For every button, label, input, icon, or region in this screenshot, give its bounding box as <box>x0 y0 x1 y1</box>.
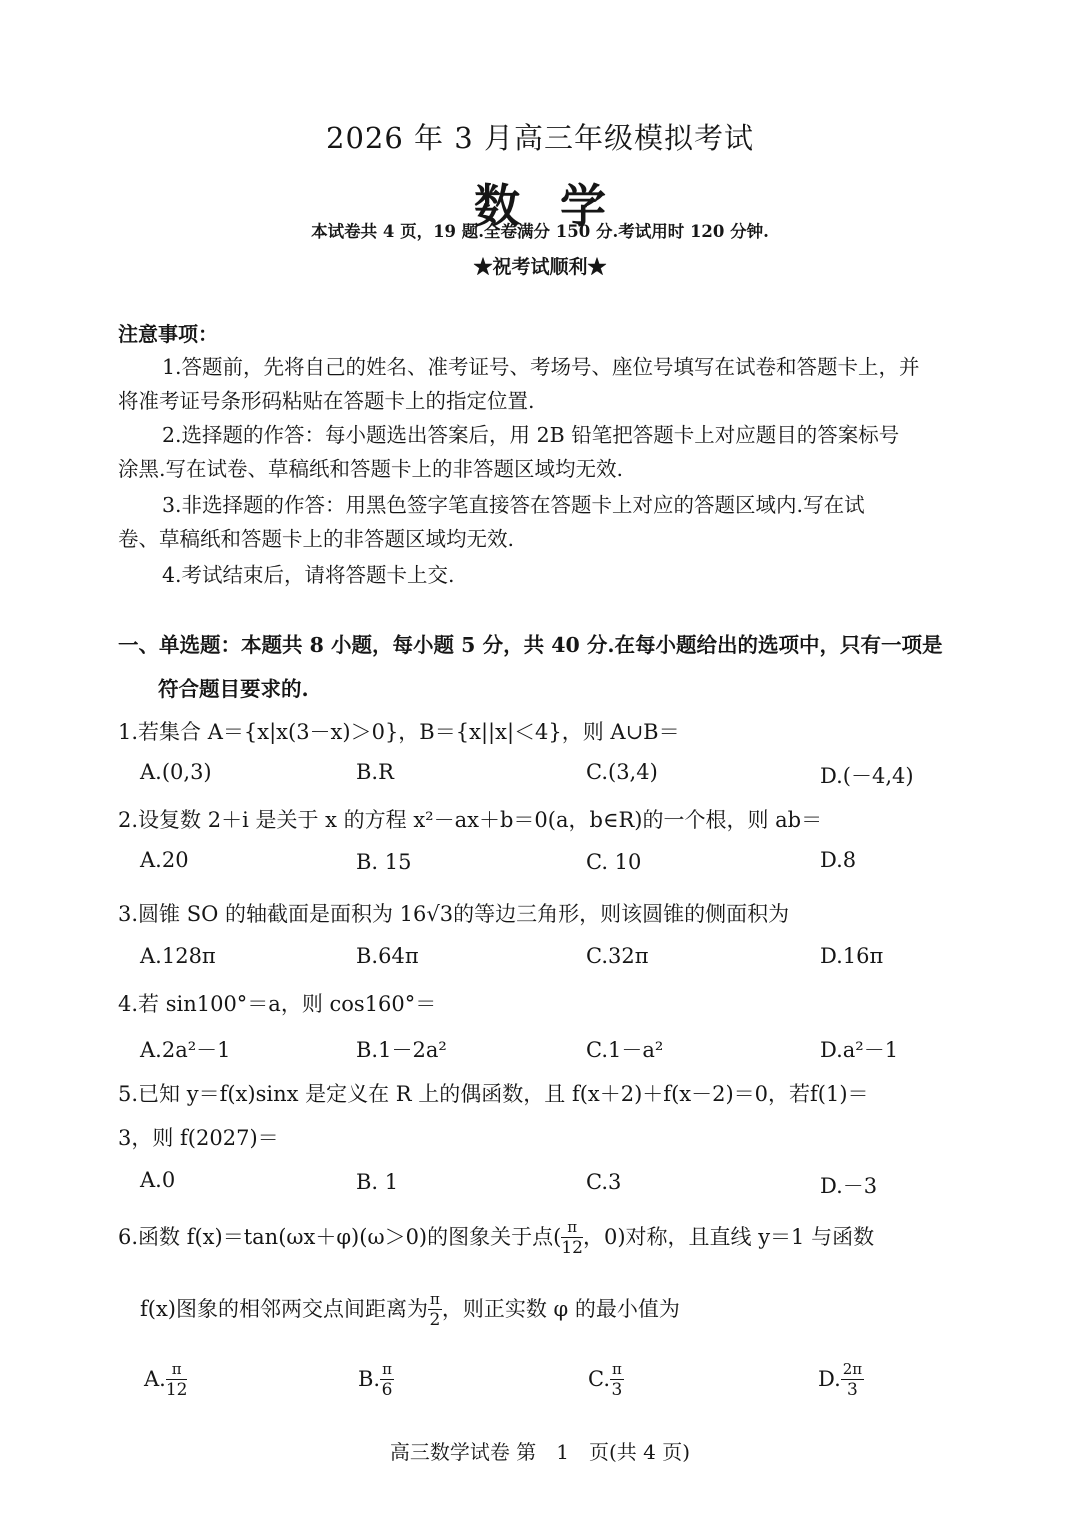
good-luck-banner: ★祝考试顺利★ <box>473 256 607 278</box>
notice-line: 4.考试结束后，请将答题卡上交. <box>162 563 455 587</box>
notice-line: 涂黑.写在试卷、草稿纸和答题卡上的非答题区域均无效. <box>118 457 624 481</box>
question-6-stem-text: f(x)图象的相邻两交点间距离为 <box>140 1297 429 1321</box>
question-6-option-a <box>144 1362 187 1399</box>
notice-line: 将准考证号条形码粘贴在答题卡上的指定位置. <box>118 389 535 413</box>
option-prefix: C. <box>588 1367 610 1391</box>
question-2-option-a: A.20 <box>140 848 189 872</box>
question-4-option-d: D.a²－1 <box>820 1038 899 1062</box>
fraction-denominator: 3 <box>847 1380 858 1400</box>
fraction-numerator: π <box>612 1360 622 1378</box>
question-5-option-a: A.0 <box>140 1168 176 1192</box>
question-6-option-d <box>818 1362 864 1399</box>
fraction-numerator: 2π <box>842 1360 863 1378</box>
question-4-option-c: C.1－a² <box>586 1038 664 1062</box>
question-3-option-b: B.64π <box>356 944 419 968</box>
notice-line: 3.非选择题的作答：用黑色签字笔直接答在答题卡上对应的答题区域内.写在试 <box>162 493 865 517</box>
notice-line: 1.答题前，先将自己的姓名、准考证号、考场号、座位号填写在试卷和答题卡上，并 <box>162 355 920 379</box>
fraction <box>380 1362 394 1399</box>
notice-line: 2.选择题的作答：每小题选出答案后，用 2B 铅笔把答题卡上对应题目的答案标号 <box>162 423 900 447</box>
fraction-numerator: π <box>382 1360 392 1378</box>
question-1-option-a: A.(0,3) <box>140 760 212 784</box>
question-3-option-c: C.32π <box>586 944 649 968</box>
question-6-option-c <box>588 1362 624 1399</box>
question-6-stem-cont <box>140 1292 680 1329</box>
question-3-stem: 3.圆锥 SO 的轴截面是面积为 16√3的等边三角形，则该圆锥的侧面积为 <box>118 902 790 926</box>
question-2-option-c: C. 10 <box>586 850 642 874</box>
exam-info: 本试卷共 4 页，19 题.全卷满分 150 分.考试用时 120 分钟. <box>311 222 769 241</box>
notice-line: 卷、草稿纸和答题卡上的非答题区域均无效. <box>118 527 515 551</box>
exam-title: 2026 年 3 月高三年级模拟考试 <box>326 121 754 155</box>
notice-heading: 注意事项： <box>118 322 218 346</box>
fraction-denominator: 6 <box>381 1380 393 1400</box>
page-footer: 高三数学试卷 第 1 页(共 4 页) <box>389 1440 691 1464</box>
question-6-option-b <box>358 1362 394 1399</box>
option-prefix: A. <box>144 1367 166 1391</box>
fraction-denominator: 2 <box>429 1310 441 1330</box>
question-4-option-a: A.2a²－1 <box>140 1038 231 1062</box>
fraction-numerator: π <box>166 1362 188 1380</box>
question-5-stem: 5.已知 y＝f(x)sinx 是定义在 R 上的偶函数，且 f(x＋2)＋f(x－2)＝0，若f(1)＝ <box>118 1082 869 1106</box>
fraction-numerator: π <box>430 1290 440 1308</box>
option-prefix: B. <box>358 1367 381 1391</box>
section-heading: 一、单选题：本题共 8 小题，每小题 5 分，共 40 分.在每小题给出的选项中，只有一项是 <box>118 633 943 657</box>
question-3-option-d: D.16π <box>820 944 884 968</box>
question-6-stem-text: ，0)对称，且直线 y＝1 与函数 <box>582 1225 875 1249</box>
question-5-option-b: B. 1 <box>356 1170 399 1194</box>
fraction <box>841 1362 864 1399</box>
question-2-stem: 2.设复数 2＋i 是关于 x 的方程 x²－ax＋b＝0(a，b∈R)的一个根，则 ab＝ <box>118 808 823 832</box>
question-1-stem: 1.若集合 A＝{x|x(3－x)＞0}，B＝{x||x|＜4}，则 A∪B＝ <box>118 720 680 744</box>
fraction <box>561 1220 583 1257</box>
question-5-option-c: C.3 <box>586 1170 622 1194</box>
fraction-numerator: π <box>561 1220 583 1238</box>
question-5-stem-cont: 3，则 f(2027)＝ <box>118 1126 279 1150</box>
question-4-option-b: B.1－2a² <box>356 1038 447 1062</box>
fraction <box>428 1292 442 1329</box>
fraction <box>166 1362 188 1399</box>
question-3-option-a: A.128π <box>140 944 216 968</box>
question-5-option-d: D.－3 <box>820 1174 878 1198</box>
question-4-stem: 4.若 sin100°＝a，则 cos160°＝ <box>118 992 437 1016</box>
section-heading-cont: 符合题目要求的. <box>158 677 309 701</box>
fraction-denominator: 12 <box>165 1380 188 1400</box>
question-1-option-b: B.R <box>356 760 394 784</box>
question-2-option-d: D.8 <box>820 848 857 872</box>
question-6-stem-text: ，则正实数 φ 的最小值为 <box>441 1297 680 1321</box>
question-2-option-b: B. 15 <box>356 850 412 874</box>
question-1-option-d: D.(－4,4) <box>820 764 914 788</box>
question-6-stem <box>118 1220 874 1257</box>
subject-title: 数学 <box>474 179 646 233</box>
question-6-stem-text: 6.函数 f(x)＝tan(ωx＋φ)(ω＞0)的图象关于点( <box>118 1225 562 1249</box>
fraction-denominator: 12 <box>561 1238 583 1258</box>
fraction-denominator: 3 <box>611 1380 623 1400</box>
fraction <box>610 1362 624 1399</box>
question-1-option-c: C.(3,4) <box>586 760 658 784</box>
option-prefix: D. <box>818 1367 841 1391</box>
